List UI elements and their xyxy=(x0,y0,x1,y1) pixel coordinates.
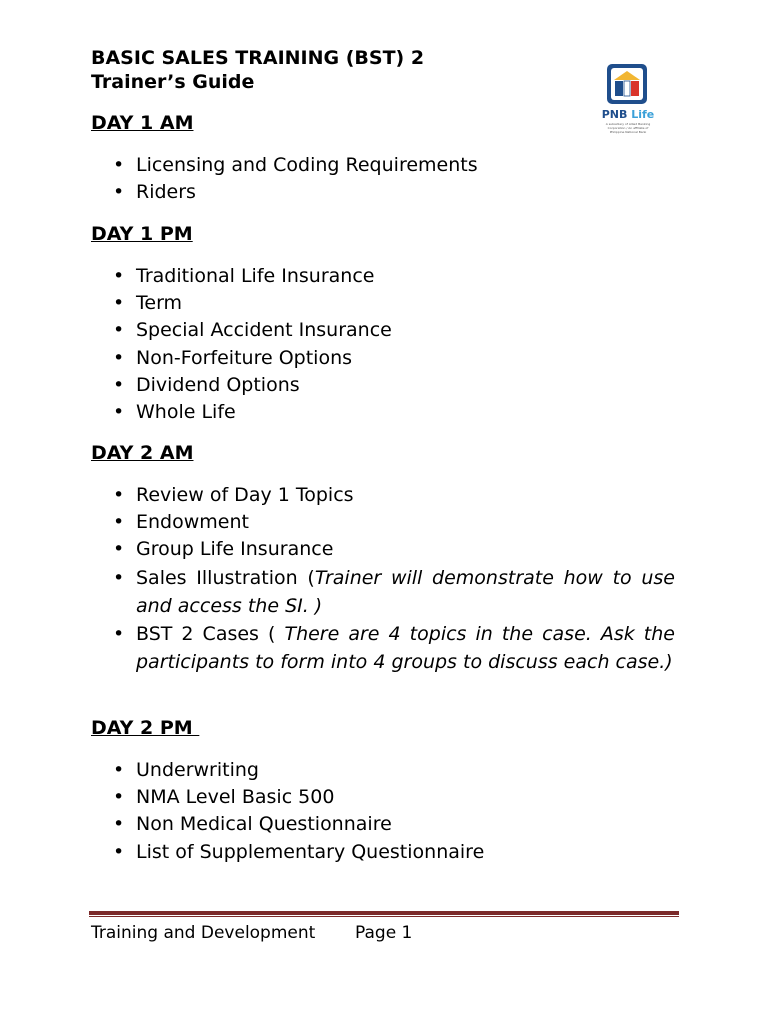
list-item: • List of Supplementary Questionnaire xyxy=(91,839,675,866)
day1-am-list xyxy=(91,152,675,206)
list-item: • Term xyxy=(91,290,675,317)
footer-department: Training and Development xyxy=(91,923,316,943)
list-item: • Underwriting xyxy=(91,757,675,784)
logo-tagline: A subsidiary of Allied Banking Corporation / An affiliate of Philippine National Bank xyxy=(605,122,651,134)
day2-am-list xyxy=(91,482,675,676)
list-item: • Non Medical Questionnaire xyxy=(91,811,675,838)
list-item: • Dividend Options xyxy=(91,372,675,399)
day2-pm-heading: DAY 2 PM xyxy=(91,717,200,739)
list-item: • Group Life Insurance xyxy=(91,536,675,563)
day1-am-heading: DAY 1 AM xyxy=(91,112,194,134)
day2-pm-list xyxy=(91,757,675,866)
list-item: • Traditional Life Insurance xyxy=(91,263,675,290)
shield-icon xyxy=(607,64,647,104)
day1-pm-heading: DAY 1 PM xyxy=(91,223,193,245)
page-number: Page 1 xyxy=(355,923,413,943)
document-title: BASIC SALES TRAINING (BST) 2 xyxy=(91,47,425,69)
day1-pm-list xyxy=(91,263,675,426)
day2-am-heading: DAY 2 AM xyxy=(91,442,194,464)
list-item: • Endowment xyxy=(91,509,675,536)
list-item-bst-cases: • BST 2 Cases ( There are 4 topics in the case. Ask the participants to form into 4 groups to discuss each case.) xyxy=(91,620,675,676)
list-item: • Special Accident Insurance xyxy=(91,317,675,344)
footer-divider xyxy=(89,911,679,915)
list-item: • Riders xyxy=(91,179,675,206)
list-item: • Whole Life xyxy=(91,399,675,426)
logo-wordmark: PNB Life xyxy=(601,108,655,121)
document-subtitle: Trainer’s Guide xyxy=(91,71,255,93)
list-item: • NMA Level Basic 500 xyxy=(91,784,675,811)
list-item-sales-illustration: • Sales Illustration (Trainer will demonstrate how to use and access the SI. ) xyxy=(91,564,675,620)
footer-divider-thin xyxy=(89,916,679,917)
list-item: • Review of Day 1 Topics xyxy=(91,482,675,509)
list-item: • Non-Forfeiture Options xyxy=(91,345,675,372)
list-item: • Licensing and Coding Requirements xyxy=(91,152,675,179)
